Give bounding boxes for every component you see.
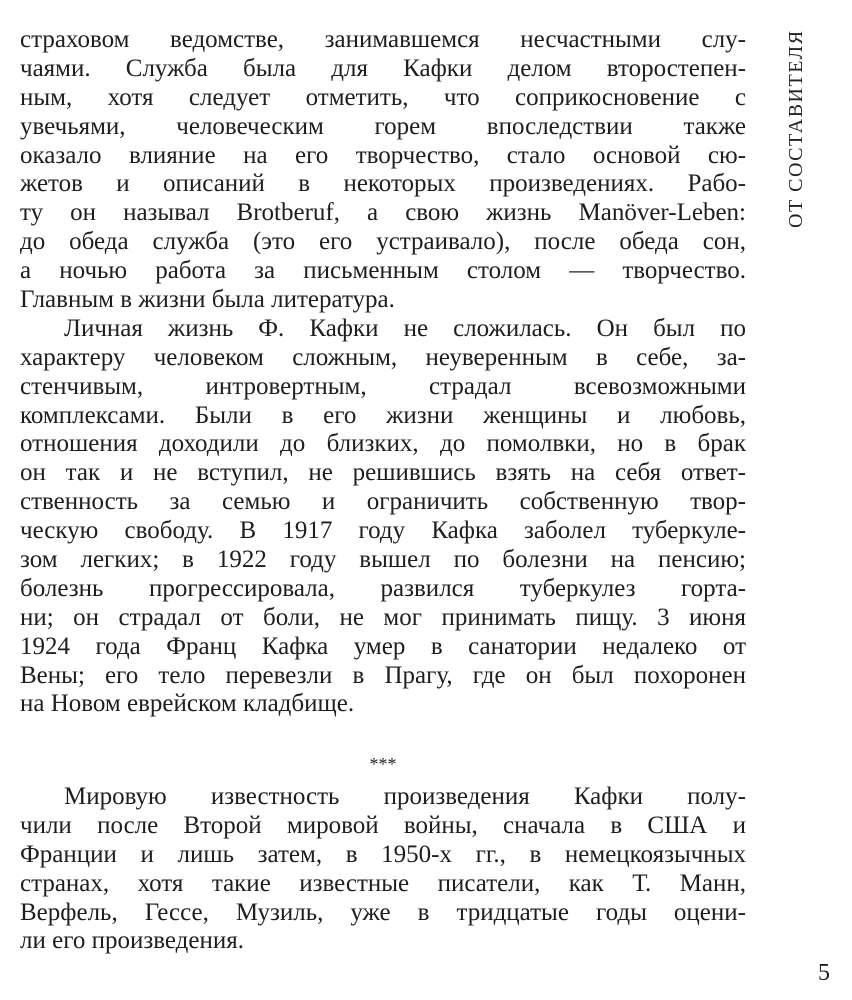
- text-line: на Новом еврейском кладбище.: [20, 690, 355, 718]
- paragraph: [20, 315, 746, 719]
- text-line: зом легких; в 1922 году вышел по болезни на пенсию;: [20, 546, 746, 574]
- text-line: отношения доходили до близких, до помолвки, но в брак: [20, 430, 746, 458]
- text-line: Вены; его тело перевезли в Прагу, где он был похоронен: [20, 661, 746, 689]
- text-line: характеру человеком сложным, неуверенным в себе, за-: [20, 343, 746, 371]
- text-line: оказало влияние на его творчество, стало основой сю-: [20, 141, 746, 169]
- text-line: ственность за семью и ограничить собственную твор-: [20, 488, 746, 516]
- text-line: 1924 года Франц Кафка умер в санатории недалеко от: [20, 632, 746, 660]
- text-line: увечьями, человеческим горем впоследствии также: [20, 112, 746, 140]
- text-line: комплексами. Были в его жизни женщины и любовь,: [20, 401, 746, 429]
- text-line: ным, хотя следует отметить, что соприкосновение с: [20, 83, 746, 111]
- text-line: болезнь прогрессировала, развился туберкулез горта-: [20, 574, 746, 602]
- running-head: ОТ СОСТАВИТЕЛЯ: [785, 29, 807, 228]
- text-line: страховом ведомстве, занимавшемся несчастными слу-: [20, 26, 746, 53]
- text-line: странах, хотя такие известные писатели, как Т. Манн,: [20, 869, 746, 897]
- text-line: Мировую известность произведения Кафки полу-: [64, 783, 746, 810]
- text-block-after-separator: [20, 783, 746, 956]
- text-line: он так и не вступил, не решившись взять на себя ответ-: [20, 459, 746, 487]
- text-line: а ночью работа за письменным столом — творчество.: [20, 257, 746, 285]
- text-line: жетов и описаний в некоторых произведениях. Рабо-: [20, 170, 746, 198]
- text-line: Франции и лишь затем, в 1950-х гг., в немецкоязычных: [20, 840, 746, 868]
- text-line: Личная жизнь Ф. Кафки не сложилась. Он был по: [64, 314, 746, 342]
- text-line: чили после Второй мировой войны, сначала в США и: [20, 811, 746, 839]
- text-block-main: [20, 26, 746, 719]
- text-line: стенчивым, интровертным, страдал всевозможными: [20, 372, 746, 400]
- section-separator: ***: [369, 754, 397, 774]
- text-line: до обеда служба (это его устраивало), после обеда сон,: [20, 228, 746, 256]
- text-line: Главным в жизни была литература.: [20, 286, 395, 314]
- text-line: ни; он страдал от боли, не мог принимать пищу. 3 июня: [20, 603, 746, 631]
- text-line: чаями. Служба была для Кафки делом второстепен-: [20, 54, 746, 82]
- page-number: 5: [818, 960, 830, 986]
- text-line: ли его произведения.: [20, 927, 244, 955]
- text-line: ческую свободу. В 1917 году Кафка заболел туберкуле-: [20, 517, 746, 545]
- paragraph: [20, 26, 746, 315]
- text-line: Верфель, Гессе, Музиль, уже в тридцатые годы оцени-: [20, 898, 746, 926]
- text-line: ту он называл Brotberuf, а свою жизнь Manöver-Leben:: [20, 199, 746, 227]
- paragraph: [20, 783, 746, 956]
